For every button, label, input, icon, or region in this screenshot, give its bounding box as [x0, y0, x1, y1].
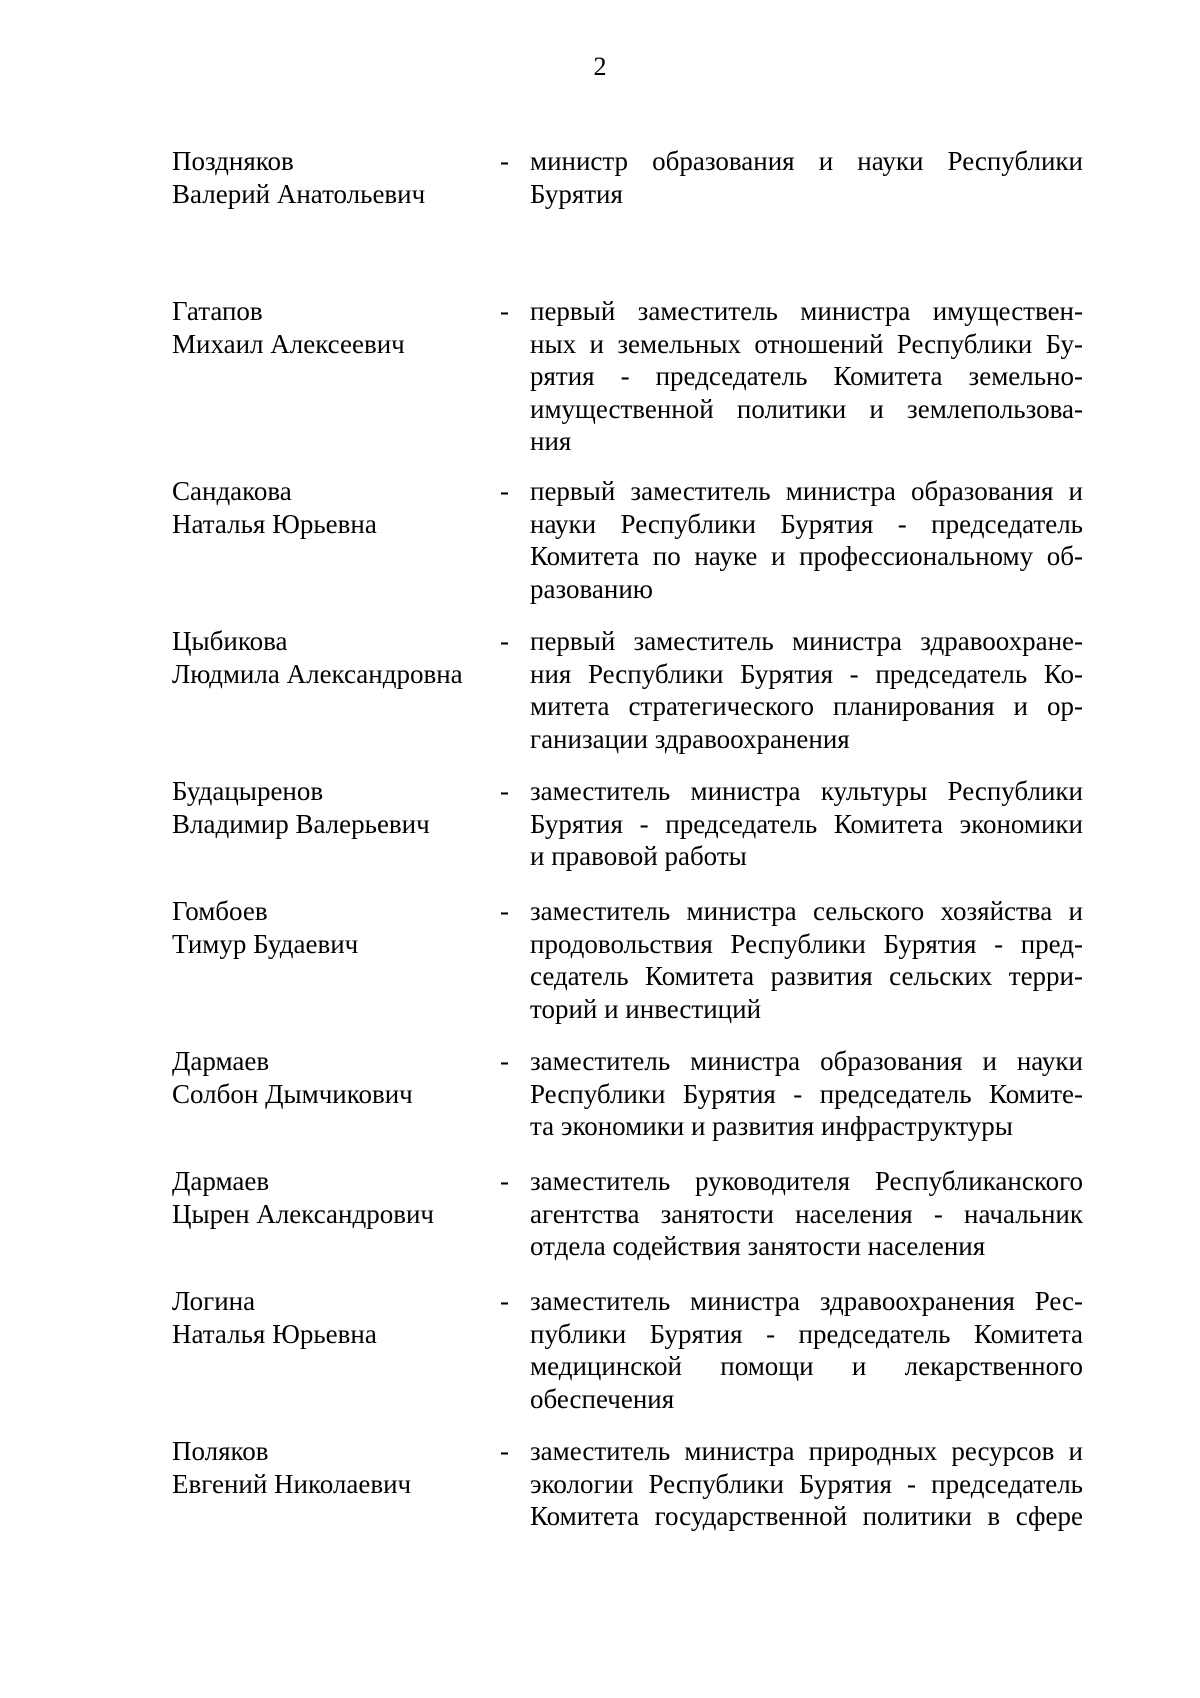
position-line: Бурятия: [530, 178, 623, 209]
member-position: [530, 1285, 1083, 1415]
member-entry: [0, 295, 1200, 475]
member-name: [172, 1435, 492, 1500]
member-given-names: Валерий Анатольевич: [172, 178, 426, 209]
position-line: торий и инвестиций: [530, 993, 762, 1024]
member-surname: Дармаев: [172, 1046, 270, 1076]
position-line: заместитель руководителя Республиканского: [530, 1166, 1083, 1196]
position-line: разованию: [530, 573, 653, 604]
member-name: [172, 295, 492, 360]
member-given-names: Людмила Александровна: [172, 658, 463, 689]
position-line: заместитель министра образования и науки: [530, 1046, 1083, 1076]
member-entry: [0, 145, 1200, 295]
member-surname: Дармаев: [172, 1166, 270, 1196]
member-name: [172, 1165, 492, 1230]
member-given-names: Владимир Валерьевич: [172, 808, 430, 839]
member-dash: -: [500, 1046, 509, 1076]
member-dash: -: [500, 1436, 509, 1466]
member-position: [530, 625, 1083, 755]
member-dash: -: [500, 146, 509, 176]
position-line: медицинской помощи и лекарственного: [530, 1351, 1083, 1381]
member-entry: [0, 1285, 1200, 1435]
position-line: агентства занятости населения - начальник: [530, 1198, 1083, 1229]
member-dash: -: [500, 776, 509, 806]
member-entry: [0, 475, 1200, 625]
member-entry: [0, 895, 1200, 1045]
member-dash: -: [500, 296, 509, 326]
member-given-names: Тимур Будаевич: [172, 928, 359, 959]
position-line: Комитета государственной политики в сфере: [530, 1501, 1083, 1531]
position-line: Бурятия - председатель Комитета экономики: [530, 808, 1083, 839]
position-line: ных и земельных отношений Республики Бу-: [530, 328, 1083, 359]
member-name: [172, 1285, 492, 1350]
position-line: заместитель министра природных ресурсов и: [530, 1436, 1083, 1466]
member-position: [530, 475, 1083, 605]
position-line: рятия - председатель Комитета земельно-: [530, 361, 1083, 391]
member-dash: -: [500, 476, 509, 506]
position-line: митета стратегического планирования и ор-: [530, 691, 1083, 721]
member-name: [172, 895, 492, 960]
member-surname: Цыбикова: [172, 626, 288, 656]
member-entry: [0, 1045, 1200, 1165]
position-line: науки Республики Бурятия - председатель: [530, 508, 1083, 539]
member-entry: [0, 1435, 1200, 1555]
member-position: [530, 145, 1083, 210]
page-number: 2: [593, 52, 607, 81]
position-line: заместитель министра культуры Республики: [530, 776, 1083, 806]
position-line: министр образования и науки Республики: [530, 146, 1083, 176]
member-position: [530, 1045, 1083, 1143]
member-dash: -: [500, 626, 509, 656]
member-given-names: Цырен Александрович: [172, 1198, 434, 1229]
position-line: Республики Бурятия - председатель Комите-: [530, 1078, 1083, 1109]
member-entry: [0, 775, 1200, 895]
member-surname: Будацыренов: [172, 776, 324, 806]
member-name: [172, 145, 492, 210]
member-given-names: Михаил Алексеевич: [172, 328, 405, 359]
position-line: отдела содействия занятости населения: [530, 1231, 986, 1261]
position-line: первый заместитель министра здравоохране-: [530, 626, 1083, 656]
member-surname: Логина: [172, 1286, 256, 1316]
member-given-names: Солбон Дымчикович: [172, 1078, 413, 1109]
member-surname: Поздняков: [172, 146, 294, 176]
member-name: [172, 475, 492, 540]
position-line: Комитета по науке и профессиональному об-: [530, 541, 1083, 571]
position-line: публики Бурятия - председатель Комитета: [530, 1318, 1083, 1349]
member-name: [172, 625, 492, 690]
member-roster: [0, 145, 1200, 1555]
member-name: [172, 775, 492, 840]
member-given-names: Наталья Юрьевна: [172, 508, 377, 539]
position-line: первый заместитель министра образования и: [530, 476, 1083, 506]
member-dash: -: [500, 1286, 509, 1316]
member-surname: Сандакова: [172, 476, 292, 506]
member-dash: -: [500, 1166, 509, 1196]
member-dash: -: [500, 896, 509, 926]
position-line: заместитель министра здравоохранения Рес-: [530, 1286, 1083, 1316]
position-line: заместитель министра сельского хозяйства и: [530, 896, 1083, 926]
member-position: [530, 1165, 1083, 1263]
position-line: экологии Республики Бурятия - председатель: [530, 1468, 1083, 1499]
member-position: [530, 775, 1083, 873]
position-line: продовольствия Республики Бурятия - пред-: [530, 928, 1083, 959]
member-surname: Поляков: [172, 1436, 269, 1466]
position-line: седатель Комитета развития сельских терри-: [530, 961, 1083, 991]
member-entry: [0, 1165, 1200, 1285]
member-position: [530, 895, 1083, 1025]
member-given-names: Наталья Юрьевна: [172, 1318, 377, 1349]
position-line: ния: [530, 426, 572, 456]
member-surname: Гатапов: [172, 296, 263, 326]
member-name: [172, 1045, 492, 1110]
position-line: та экономики и развития инфраструктуры: [530, 1111, 1013, 1141]
member-position: [530, 1435, 1083, 1533]
member-surname: Гомбоев: [172, 896, 268, 926]
position-line: ганизации здравоохранения: [530, 723, 850, 754]
position-line: обеспечения: [530, 1383, 675, 1414]
position-line: ния Республики Бурятия - председатель Ко-: [530, 658, 1083, 689]
position-line: имущественной политики и землепользова-: [530, 393, 1083, 424]
position-line: первый заместитель министра имуществен-: [530, 296, 1083, 326]
position-line: и правовой работы: [530, 841, 747, 871]
member-entry: [0, 625, 1200, 775]
member-position: [530, 295, 1083, 458]
member-given-names: Евгений Николаевич: [172, 1468, 412, 1499]
